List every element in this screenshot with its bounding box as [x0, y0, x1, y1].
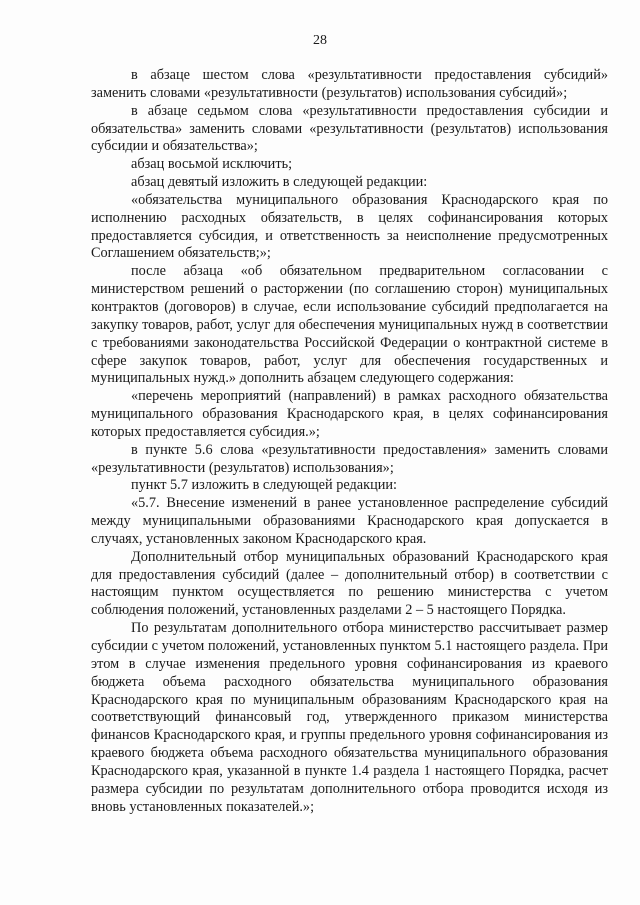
- paragraph: абзац восьмой исключить;: [131, 156, 293, 173]
- document-body: [91, 67, 608, 816]
- paragraph: после абзаца «об обязательном предварительном согласовании с министерством решений о расторжении (по соглашению сторон) муниципальных контрактов (договоров) в случае, если использование субсидий предполагается на закупку товаров, работ, услуг для обеспечения муниципальных нужд в соответствии с требованиями законодательства Российской Федерации о контрактной системе в сфере закупок товаров, работ, услуг для обеспечения государственных и муниципальных нужд.» дополнить абзацем следующего содержания:: [91, 263, 608, 387]
- paragraph: «обязательства муниципального образования Краснодарского края по исполнению расходных обязательств, в целях софинансирования которых предоставляется субсидия, и ответственность за неисполнение предусмотренных Соглашением обязательств;»;: [91, 191, 608, 262]
- paragraph: Дополнительный отбор муниципальных образований Краснодарского края для предоставления субсидий (далее – дополнительный отбор) в соответствии с настоящим пунктом осуществляется по решению министерства с учетом соблюдения положений, установленных разделами 2 – 5 настоящего Порядка.: [91, 548, 608, 619]
- paragraph: «перечень мероприятий (направлений) в рамках расходного обязательства муниципального образования Краснодарского края, в целях софинансирования которых предоставляется субсидия.»;: [91, 388, 608, 440]
- paragraph: в абзаце седьмом слова «результативности предоставления субсидии и обязательства» заменить словами «результативности (результатов) использования субсидии и обязательства»;: [91, 102, 608, 155]
- paragraph: пункт 5.7 изложить в следующей редакции:: [131, 477, 398, 494]
- paragraph: «5.7. Внесение изменений в ранее установленное распределение субсидий между муниципальными образованиями Краснодарского края допускается в случаях, установленных законом Краснодарского края.: [91, 495, 608, 547]
- paragraph: По результатам дополнительного отбора министерство рассчитывает размер субсидии с учетом положений, установленных пунктом 5.1 настоящего раздела. При этом в случае изменения предельного уровня софинансирования из краевого бюджета объема расходного обязательства муниципального образования Краснодарского края по муниципальным образованиям Краснодарского края на соответствующий финансовый год, утвержденного приказом министерства финансов Краснодарского края, и группы предельного уровня софинансирования из краевого бюджета объема расходного обязательства муниципального образования Краснодарского края, указанной в пункте 1.4 раздела 1 настоящего Порядка, расчет размера субсидии по результатам дополнительного отбора проводится исходя из вновь установленных показателей.»;: [91, 620, 608, 815]
- paragraph: в пункте 5.6 слова «результативности предоставления» заменить словами «результативности (результатов) использования»;: [91, 441, 608, 476]
- paragraph: абзац девятый изложить в следующей редакции:: [131, 174, 428, 191]
- paragraph: в абзаце шестом слова «результативности предоставления субсидий» заменить словами «результативности (результатов) использования субсидий»;: [91, 67, 608, 101]
- page-number: 28: [313, 33, 327, 48]
